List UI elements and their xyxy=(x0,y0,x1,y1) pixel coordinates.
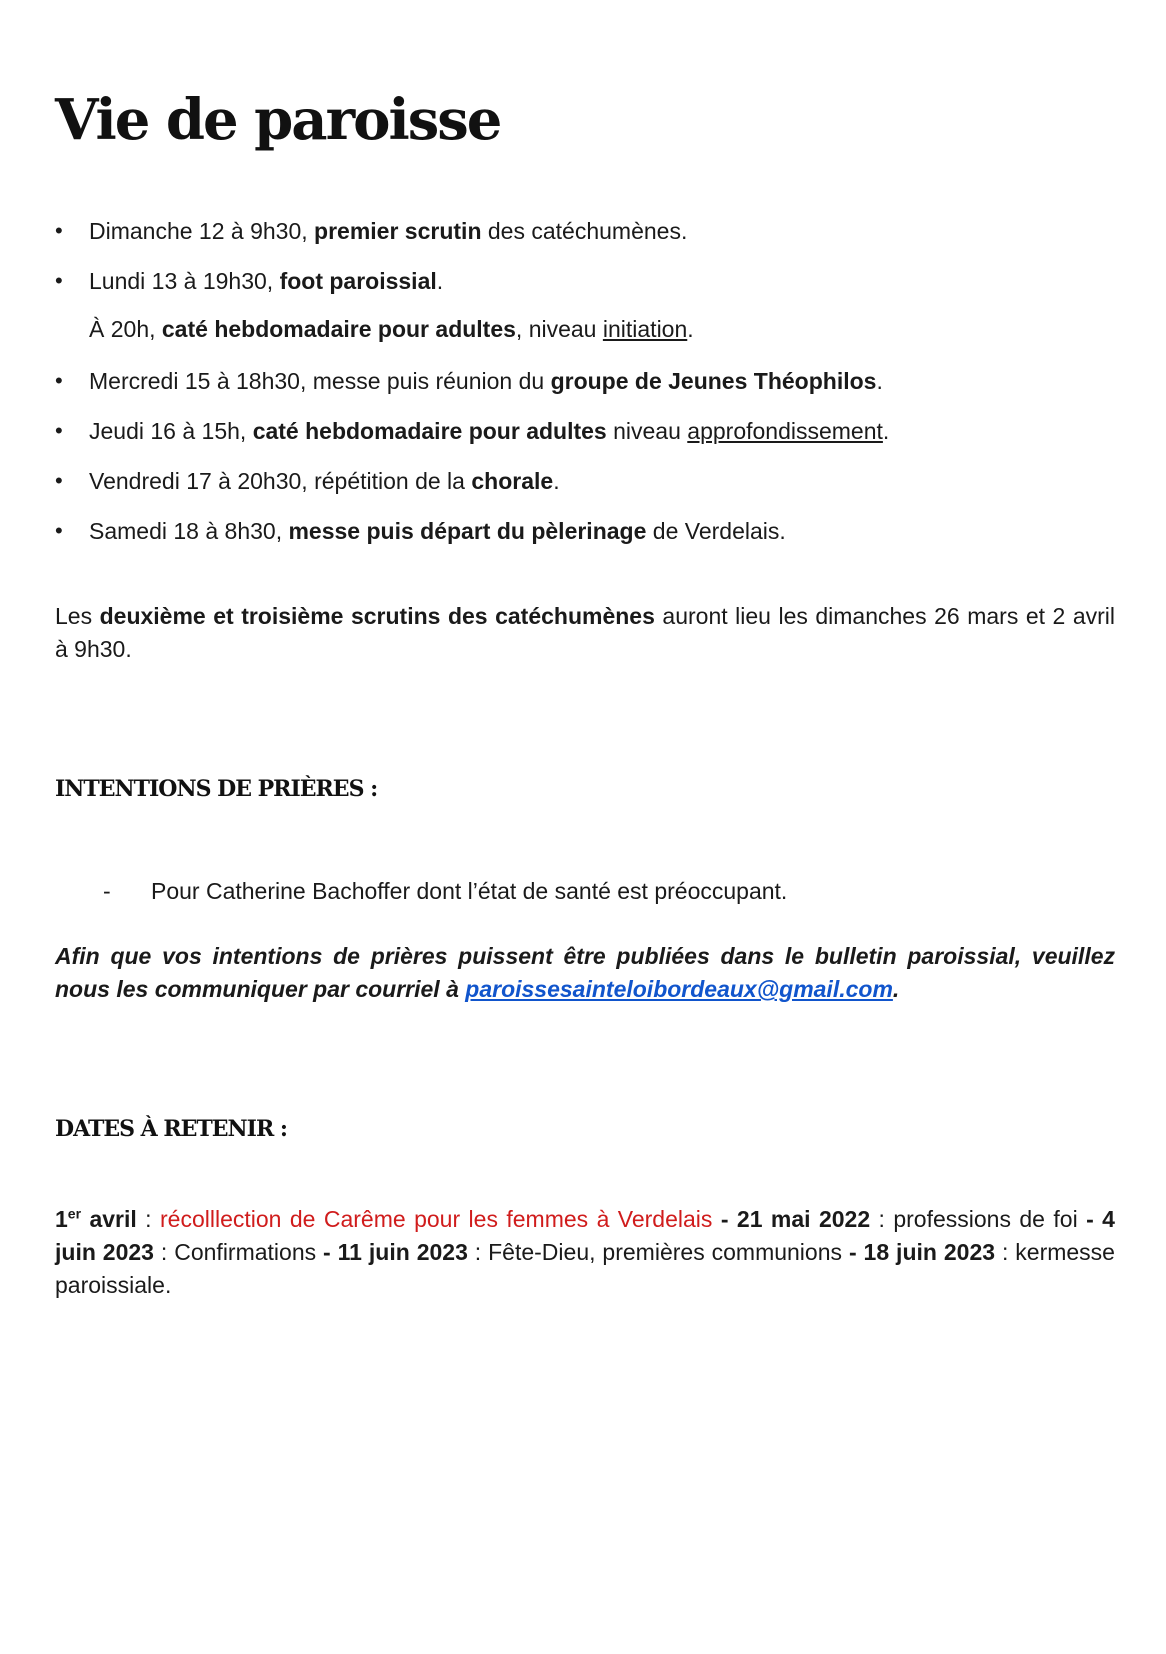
intentions-note: Afin que vos intentions de prières puissent être publiées dans le bulletin paroissial, veuillez nous les communiquer par courriel à paroissesainteloibordeaux@gmail.com. xyxy=(55,943,1115,1002)
page-title: Vie de paroisse xyxy=(55,87,501,153)
intentions-heading: INTENTIONS DE PRIÈRES : xyxy=(55,776,378,802)
email-link[interactable]: paroissesainteloibordeaux@gmail.com xyxy=(465,976,893,1002)
intention-item: - Pour Catherine Bachoffer dont l’état de santé est préoccupant. xyxy=(103,878,788,904)
events-list xyxy=(55,220,1115,570)
event-subline: À 20h, caté hebdomadaire pour adultes, niveau initiation. xyxy=(89,316,694,342)
event-item-monday: • Lundi 13 à 19h30, foot paroissial. À 20h, caté hebdomadaire pour adultes, niveau initiation. xyxy=(55,270,1115,370)
bullet: • xyxy=(55,218,63,243)
event-item-saturday: • Samedi 18 à 8h30, messe puis départ du pèlerinage de Verdelais. xyxy=(55,518,786,544)
scrutins-paragraph: Les deuxième et troisième scrutins des catéchumènes auront lieu les dimanches 26 mars et 2 avril à 9h30. xyxy=(55,603,1115,662)
dates-paragraph: 1er avril : récolllection de Carême pour les femmes à Verdelais - 21 mai 2022 : professions de foi - 4 juin 2023 : Confirmations - 11 juin 2023 : Fête-Dieu, premières communions - 18 juin 2023 : kermesse paroissiale. xyxy=(55,1205,1115,1298)
bullet: • xyxy=(55,368,63,393)
bullet: • xyxy=(55,418,63,443)
bullet: • xyxy=(55,468,63,493)
event-item-wednesday: • Mercredi 15 à 18h30, messe puis réunion du groupe de Jeunes Théophilos. xyxy=(55,368,883,394)
bullet: • xyxy=(55,268,63,293)
dash: - xyxy=(103,878,111,904)
event-item-sunday: • Dimanche 12 à 9h30, premier scrutin des catéchumènes. xyxy=(55,218,688,244)
highlight-red-text: récolllection de Carême pour les femmes à Verdelais xyxy=(160,1206,713,1232)
event-item-friday: • Vendredi 17 à 20h30, répétition de la chorale. xyxy=(55,468,560,494)
dates-heading: DATES À RETENIR : xyxy=(55,1116,288,1142)
bullet: • xyxy=(55,518,63,543)
event-item-thursday: • Jeudi 16 à 15h, caté hebdomadaire pour adultes niveau approfondissement. xyxy=(55,418,890,444)
